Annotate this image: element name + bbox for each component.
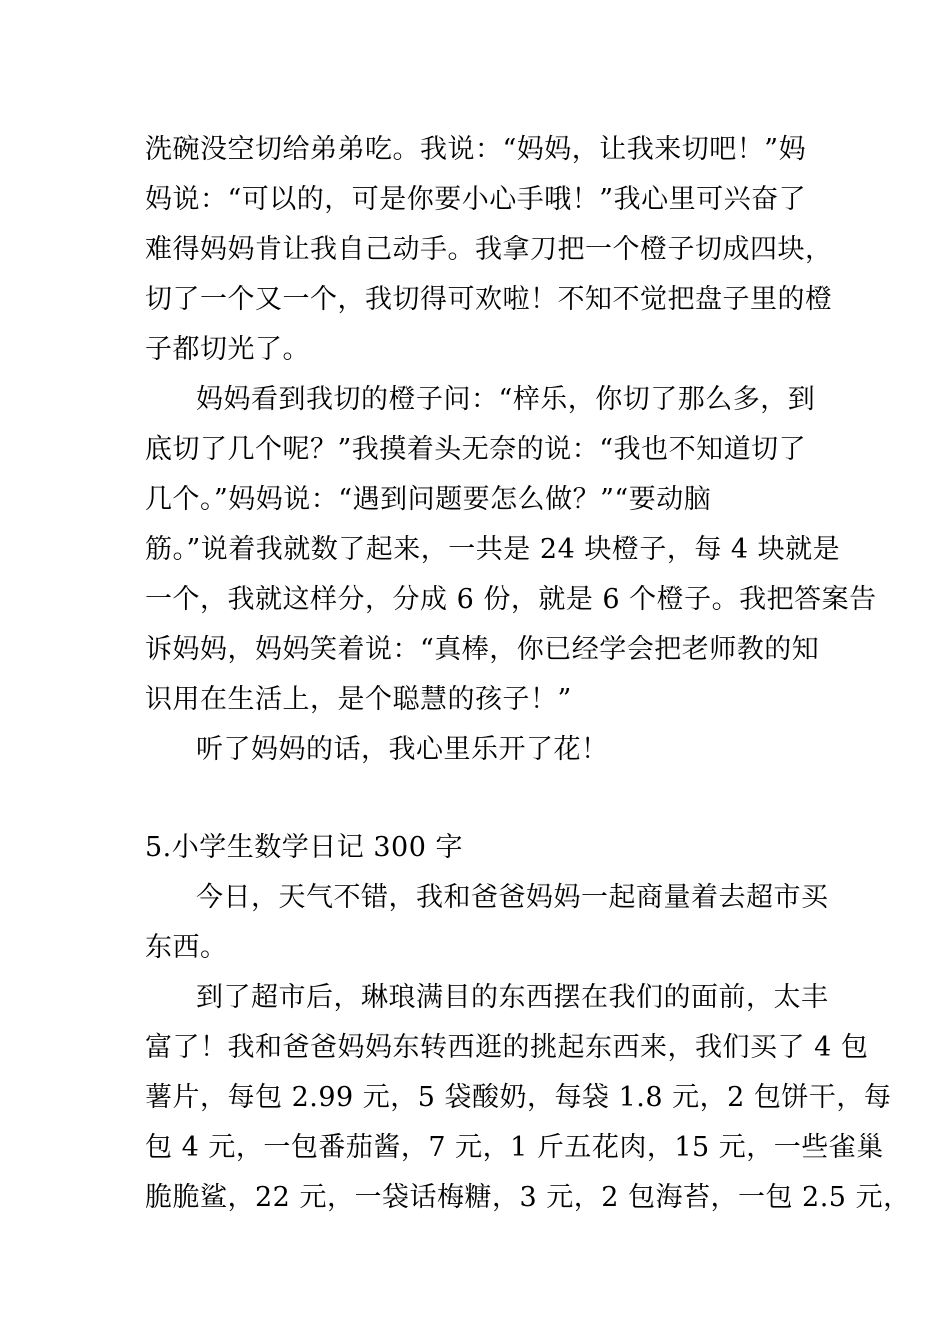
text-line: 富了！我和爸爸妈妈东转西逛的挑起东西来，我们买了 4 包 <box>145 1032 869 1063</box>
text-line: 东西。 <box>145 932 228 963</box>
text-line: 识用在生活上，是个聪慧的孩子！” <box>145 684 572 715</box>
text-line: 底切了几个呢？”我摸着头无奈的说：“我也不知道切了 <box>145 434 807 465</box>
text-line: 听了妈妈的话，我心里乐开了花！ <box>196 734 609 765</box>
text-line: 切了一个又一个，我切得可欢啦！不知不觉把盘子里的橙 <box>145 284 833 315</box>
text-line: 难得妈妈肯让我自己动手。我拿刀把一个橙子切成四块， <box>145 234 833 265</box>
text-line: 几个。”妈妈说：“遇到问题要怎么做？”“要动脑 <box>145 484 712 515</box>
text-line: 脆脆鲨，22 元，一袋话梅糖，3 元，2 包海苔，一包 2.5 元， <box>145 1182 911 1213</box>
text-line: 薯片，每包 2.99 元，5 袋酸奶，每袋 1.8 元，2 包饼干，每 <box>145 1082 892 1113</box>
text-line: 筋。”说着我就数了起来，一共是 24 块橙子，每 4 块就是 <box>145 534 841 565</box>
text-line: 到了超市后，琳琅满目的东西摆在我们的面前，太丰 <box>196 982 829 1013</box>
section-heading: 5.小学生数学日记 300 字 <box>145 832 463 863</box>
text-line: 一个，我就这样分，分成 6 份，就是 6 个橙子。我把答案告 <box>145 584 877 615</box>
text-line: 包 4 元，一包番茄酱，7 元，1 斤五花肉，15 元，一些雀巢 <box>145 1132 884 1163</box>
text-line: 子都切光了。 <box>145 334 310 365</box>
text-line: 妈妈看到我切的橙子问：“梓乐，你切了那么多，到 <box>196 384 816 415</box>
text-line: 诉妈妈，妈妈笑着说：“真棒，你已经学会把老师教的知 <box>145 634 820 665</box>
text-line: 妈说：“可以的，可是你要小心手哦！”我心里可兴奋了 <box>145 184 807 215</box>
text-line: 洗碗没空切给弟弟吃。我说：“妈妈，让我来切吧！”妈 <box>145 134 807 165</box>
text-line: 今日，天气不错，我和爸爸妈妈一起商量着去超市买 <box>196 882 829 913</box>
